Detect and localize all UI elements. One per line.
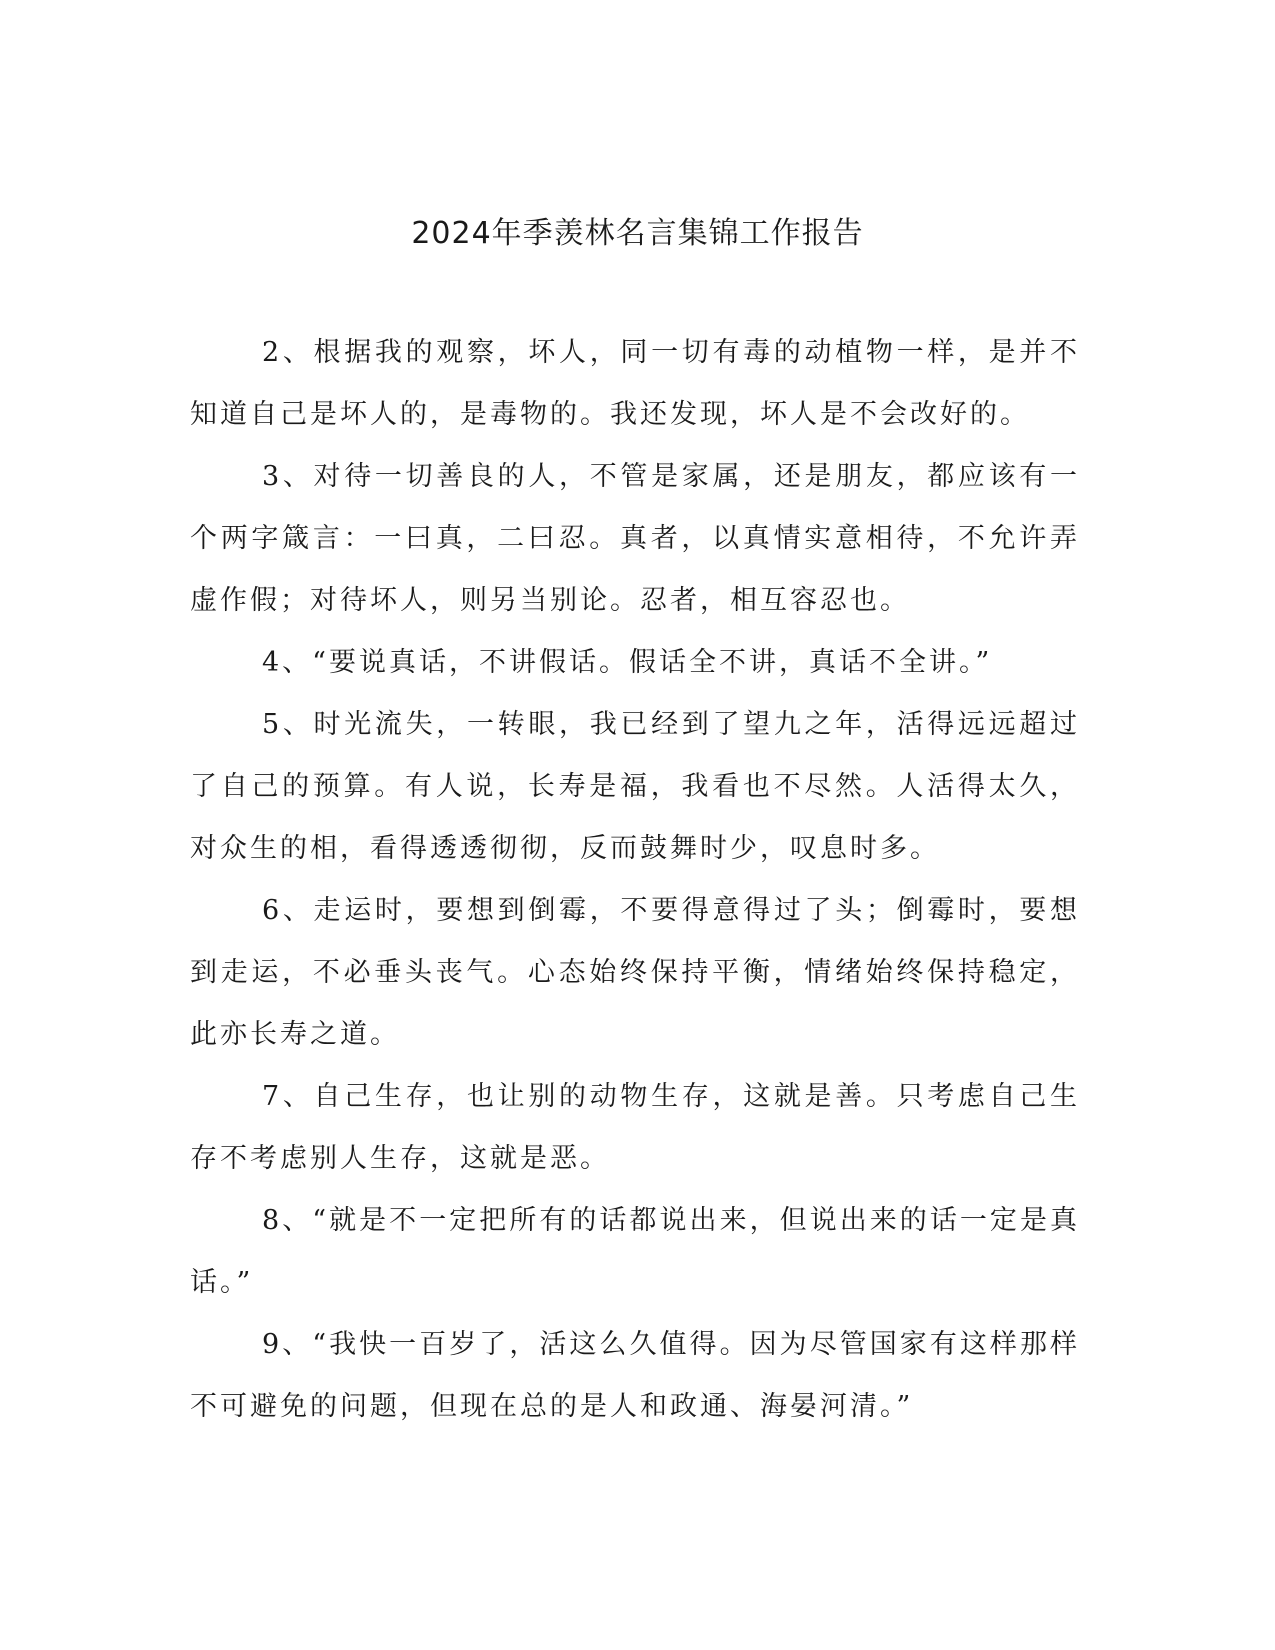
paragraph: 3、对待一切善良的人，不管是家属，还是朋友，都应该有一个两字箴言：一曰真，二曰忍。真者，以真情实意相待，不允许弄虚作假；对待坏人，则另当别论。忍者，相互容忍也。 <box>190 461 1080 616</box>
paragraph: 7、自己生存，也让别的动物生存，这就是善。只考虑自己生存不考虑别人生存，这就是恶。 <box>190 1081 1080 1174</box>
document-title: 2024年季羡林名言集锦工作报告 <box>411 216 864 251</box>
paragraph: 9、“我快一百岁了，活这么久值得。因为尽管国家有这样那样不可避免的问题，但现在总的是人和政通、海晏河清。” <box>190 1329 1080 1422</box>
document-body <box>190 322 1080 1438</box>
paragraph: 8、“就是不一定把所有的话都说出来，但说出来的话一定是真话。” <box>190 1205 1080 1298</box>
paragraph: 6、走运时，要想到倒霉，不要得意得过了头；倒霉时，要想到走运，不必垂头丧气。心态始终保持平衡，情绪始终保持稳定，此亦长寿之道。 <box>190 895 1080 1050</box>
paragraph: 5、时光流失，一转眼，我已经到了望九之年，活得远远超过了自己的预算。有人说，长寿是福，我看也不尽然。人活得太久，对众生的相，看得透透彻彻，反而鼓舞时少，叹息时多。 <box>190 709 1080 864</box>
paragraph: 4、“要说真话，不讲假话。假话全不讲，真话不全讲。” <box>262 647 993 678</box>
paragraph: 2、根据我的观察，坏人，同一切有毒的动植物一样，是并不知道自己是坏人的，是毒物的。我还发现，坏人是不会改好的。 <box>190 337 1080 430</box>
